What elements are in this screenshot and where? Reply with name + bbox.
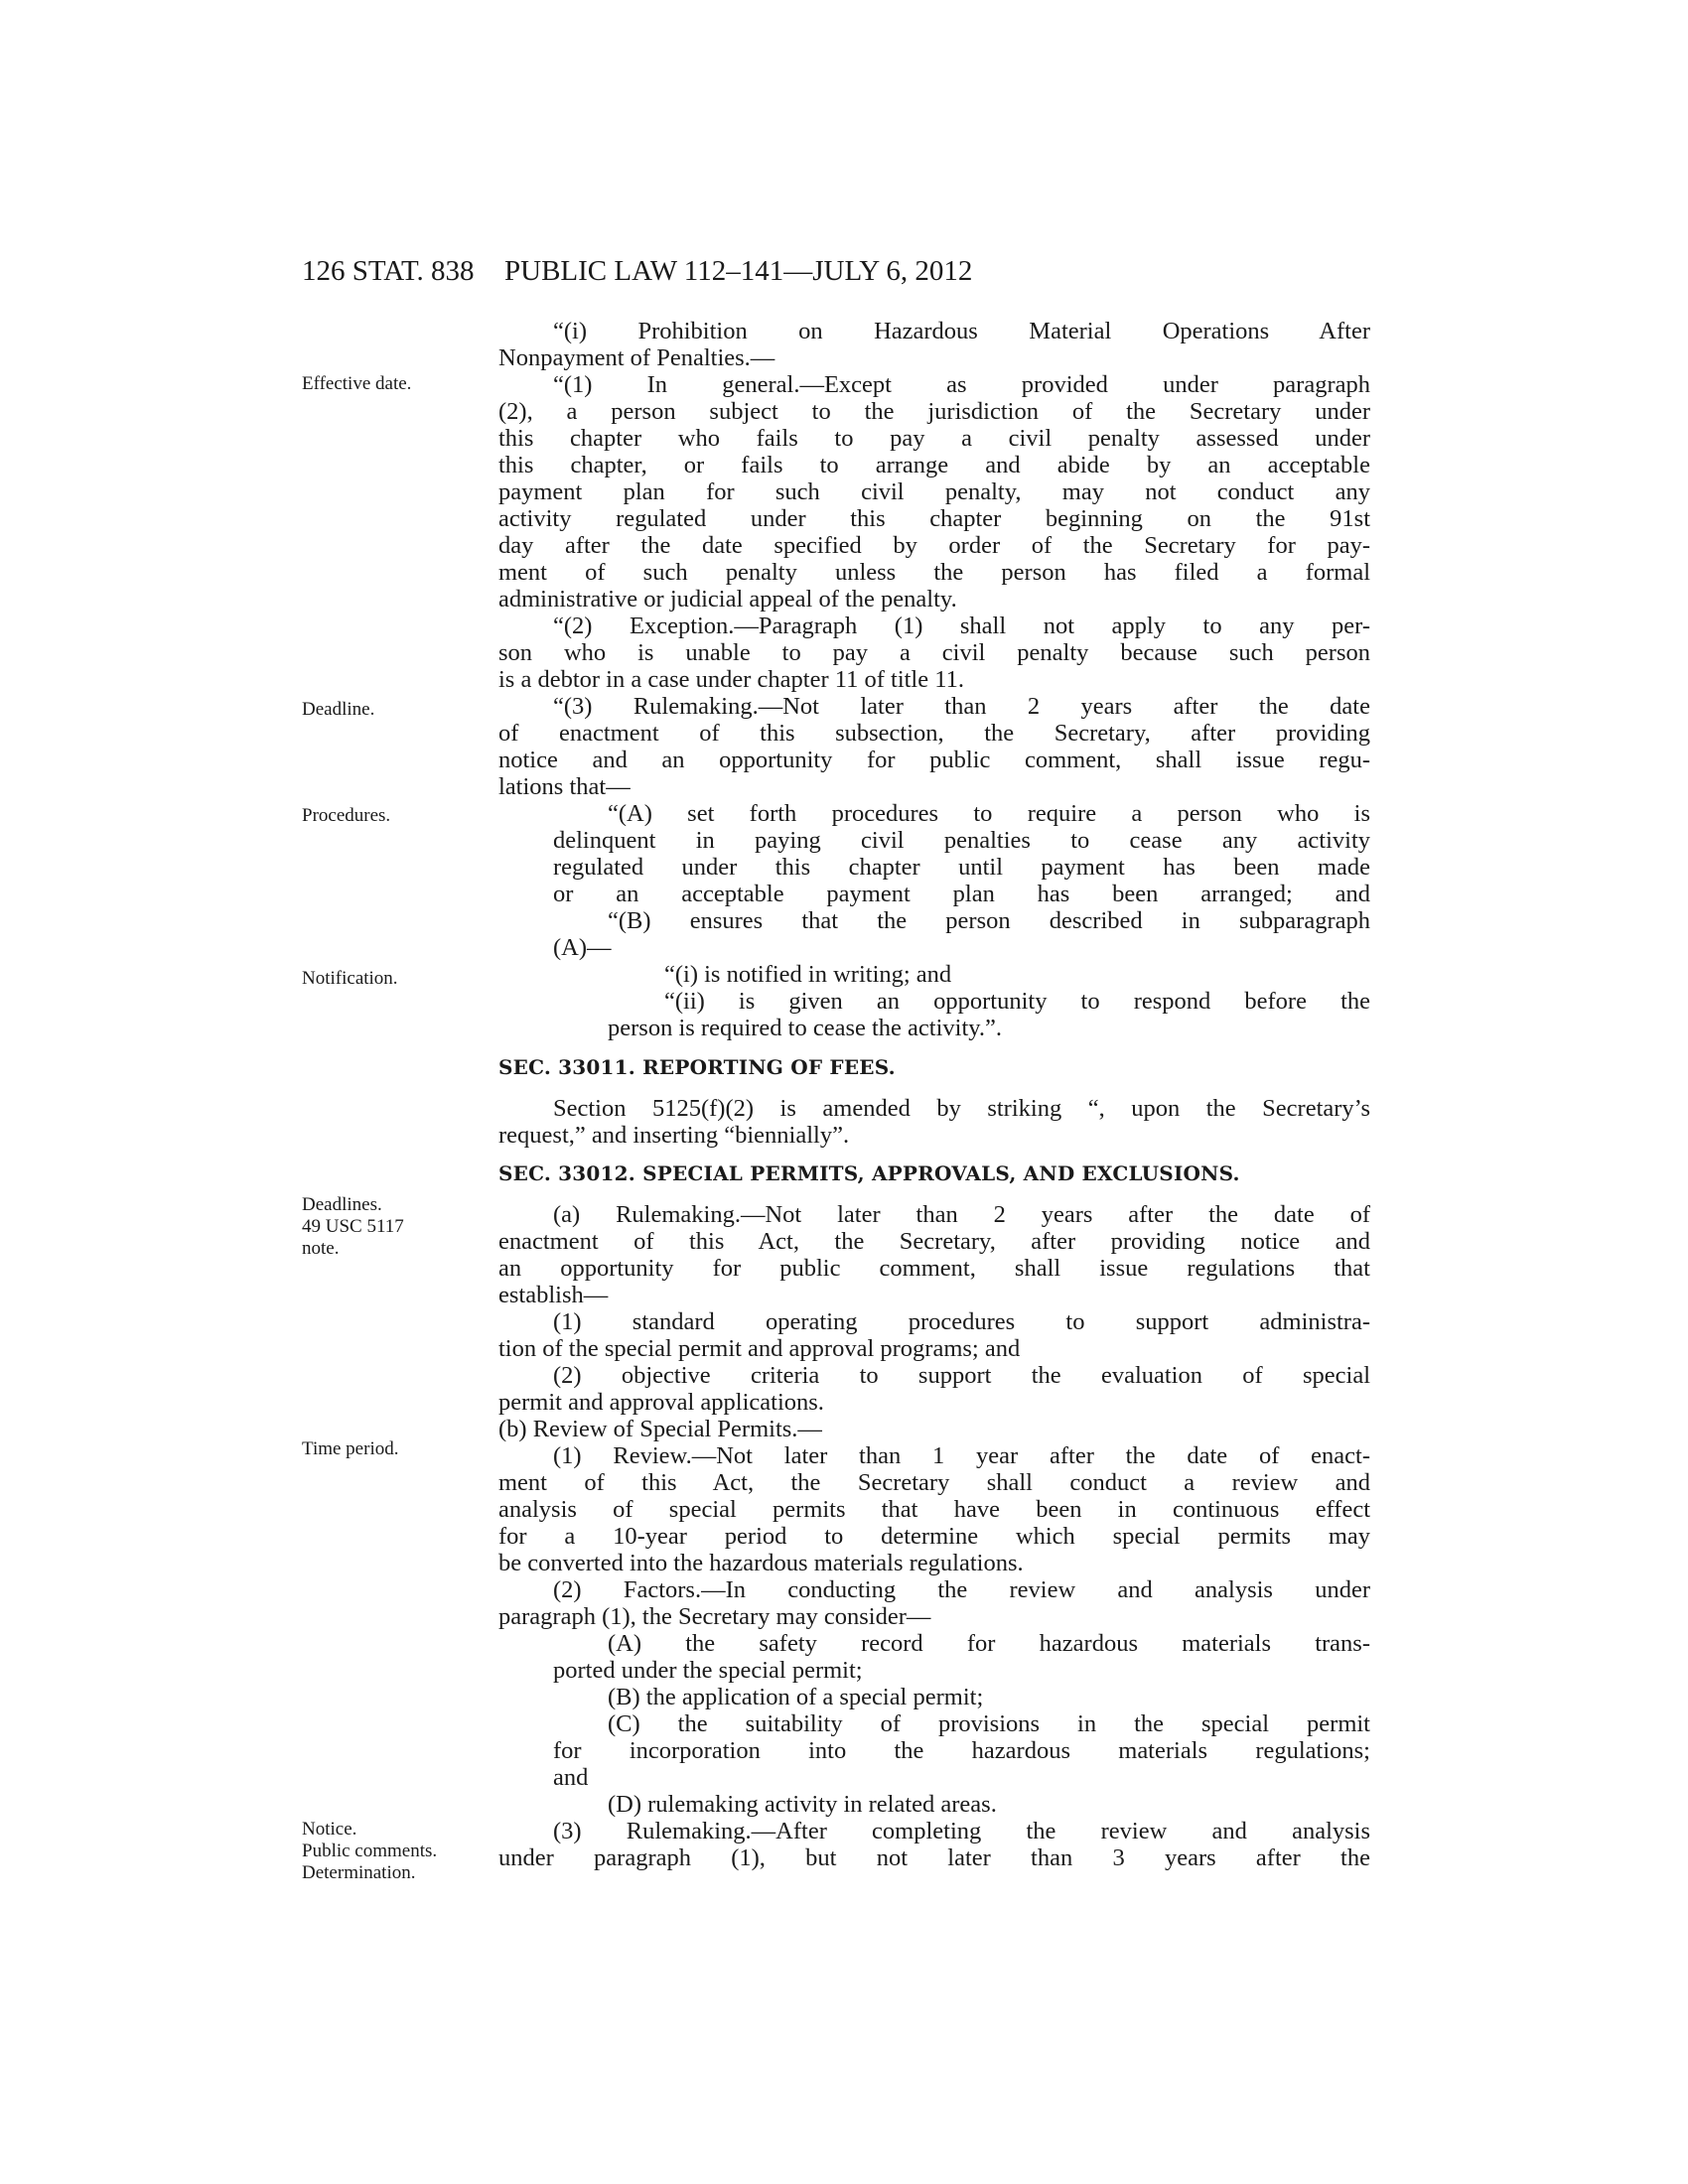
body-line: son who is unable to pay a civil penalty because such person (498, 639, 1370, 666)
body-line: ported under the special permit; (553, 1657, 863, 1684)
body-line: of enactment of this subsection, the Secretary, after providing (498, 720, 1370, 747)
body-line: tion of the special permit and approval programs; and (498, 1335, 1021, 1362)
statute-page-reference: 126 STAT. 838 (302, 255, 475, 287)
body-line: “(2) Exception.—Paragraph (1) shall not apply to any per- (553, 613, 1370, 639)
body-line: this chapter, or fails to arrange and abide by an acceptable (498, 452, 1370, 478)
margin-note: Procedures. (302, 805, 391, 826)
body-line: day after the date specified by order of the Secretary for pay- (498, 532, 1370, 559)
body-line: ment of such penalty unless the person has filed a formal (498, 559, 1370, 586)
body-line: an opportunity for public comment, shall issue regulations that (498, 1255, 1370, 1282)
margin-note: Deadlines. (302, 1194, 382, 1215)
section-heading: SEC. 33012. SPECIAL PERMITS, APPROVALS, AND EXCLUSIONS. (498, 1161, 1240, 1185)
body-line: be converted into the hazardous materials regulations. (498, 1550, 1024, 1576)
body-line: “(A) set forth procedures to require a person who is (608, 800, 1370, 827)
body-line: (b) Review of Special Permits.— (498, 1416, 822, 1442)
section-heading: SEC. 33011. REPORTING OF FEES. (498, 1055, 896, 1079)
body-line: “(B) ensures that the person described in subparagraph (608, 907, 1370, 934)
body-line: request,” and inserting “biennially”. (498, 1122, 850, 1149)
body-line: under paragraph (1), but not later than 3 years after the (498, 1844, 1370, 1871)
body-line: Section 5125(f)(2) is amended by striking “, upon the Secretary’s (553, 1095, 1370, 1122)
body-line: (a) Rulemaking.—Not later than 2 years after the date of (553, 1201, 1370, 1228)
margin-note: Notice. (302, 1819, 357, 1840)
body-line: “(i) Prohibition on Hazardous Material Operations After (553, 318, 1370, 344)
body-line: enactment of this Act, the Secretary, after providing notice and (498, 1228, 1370, 1255)
margin-note: Time period. (302, 1438, 399, 1459)
body-line: (3) Rulemaking.—After completing the review and analysis (553, 1818, 1370, 1844)
body-line: (1) standard operating procedures to support administra- (553, 1308, 1370, 1335)
body-line: “(3) Rulemaking.—Not later than 2 years after the date (553, 693, 1370, 720)
body-line: “(ii) is given an opportunity to respond before the (664, 988, 1370, 1015)
body-line: (A) the safety record for hazardous materials trans- (608, 1630, 1370, 1657)
body-line: regulated under this chapter until payment has been made (553, 854, 1370, 881)
margin-note: Public comments. (302, 1841, 438, 1861)
body-line: payment plan for such civil penalty, may not conduct any (498, 478, 1370, 505)
body-line: for incorporation into the hazardous materials regulations; (553, 1737, 1370, 1764)
body-line: activity regulated under this chapter beginning on the 91st (498, 505, 1370, 532)
margin-note: Deadline. (302, 699, 375, 720)
margin-note: Effective date. (302, 373, 412, 394)
body-line: “(i) is notified in writing; and (664, 961, 952, 988)
body-line: lations that— (498, 773, 631, 800)
body-line: analysis of special permits that have been in continuous effect (498, 1496, 1370, 1523)
body-line: paragraph (1), the Secretary may consider— (498, 1603, 931, 1630)
body-line: (C) the suitability of provisions in the special permit (608, 1710, 1370, 1737)
body-line: and (553, 1764, 589, 1791)
body-line: person is required to cease the activity.”. (608, 1015, 1003, 1041)
body-line: administrative or judicial appeal of the penalty. (498, 586, 957, 613)
body-line: “(1) In general.—Except as provided under paragraph (553, 371, 1370, 398)
body-line: is a debtor in a case under chapter 11 of title 11. (498, 666, 964, 693)
body-line: (2) Factors.—In conducting the review and analysis under (553, 1576, 1370, 1603)
body-line: (D) rulemaking activity in related areas. (608, 1791, 997, 1818)
body-line: ment of this Act, the Secretary shall conduct a review and (498, 1469, 1370, 1496)
body-line: establish— (498, 1282, 609, 1308)
public-law-title: PUBLIC LAW 112–141—JULY 6, 2012 (504, 255, 973, 287)
body-line: (A)— (553, 934, 612, 961)
body-line: delinquent in paying civil penalties to cease any activity (553, 827, 1370, 854)
body-line: (B) the application of a special permit; (608, 1684, 984, 1710)
body-line: notice and an opportunity for public comment, shall issue regu- (498, 747, 1370, 773)
body-line: or an acceptable payment plan has been arranged; and (553, 881, 1370, 907)
body-line: (1) Review.—Not later than 1 year after the date of enact- (553, 1442, 1370, 1469)
margin-note: 49 USC 5117 (302, 1216, 404, 1237)
body-line: (2), a person subject to the jurisdiction of the Secretary under (498, 398, 1370, 425)
body-line: Nonpayment of Penalties.— (498, 344, 775, 371)
body-line: this chapter who fails to pay a civil penalty assessed under (498, 425, 1370, 452)
body-line: (2) objective criteria to support the evaluation of special (553, 1362, 1370, 1389)
body-line: for a 10-year period to determine which special permits may (498, 1523, 1370, 1550)
margin-note: Determination. (302, 1862, 416, 1883)
margin-note: Notification. (302, 968, 398, 989)
body-line: permit and approval applications. (498, 1389, 824, 1416)
margin-note: note. (302, 1238, 340, 1259)
